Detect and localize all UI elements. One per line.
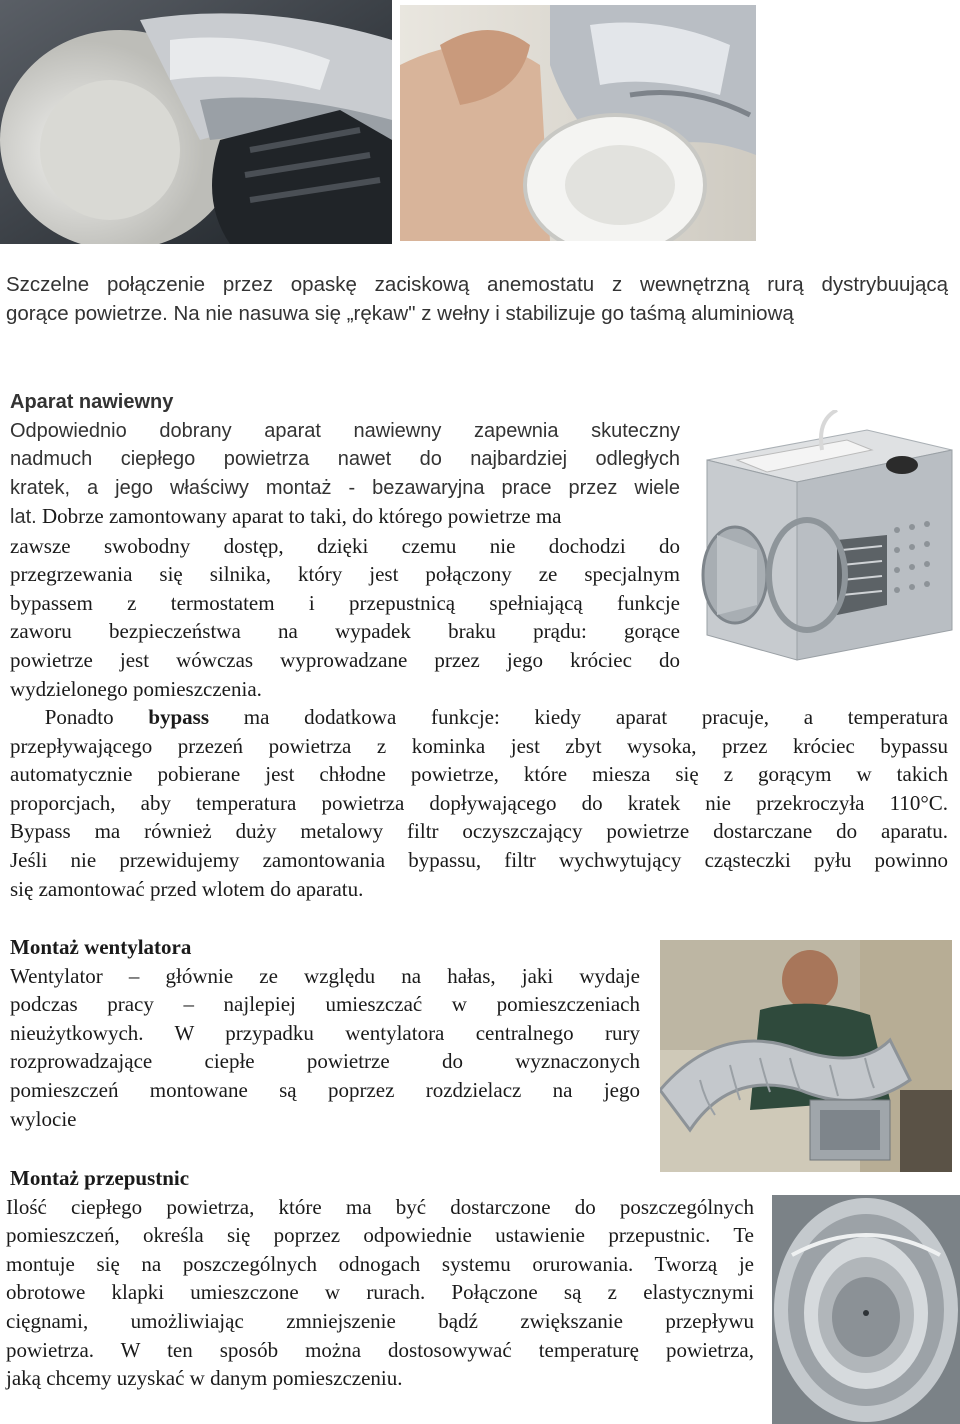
wentylator-line-4: rozprowadzające ciepłe powietrze do wyznaczonych — [10, 1049, 640, 1074]
aparat-line-5: zawsze swobodny dostęp, dzięki czemu nie dochodzi do — [10, 533, 680, 558]
bypass-line-2: przepływającego przezeń powietrza z kominka jest zbyt wysoka, przez króciec bypassu — [10, 733, 948, 758]
aparat-line-1: Odpowiednio dobrany aparat nawiewny zapewnia skuteczny — [10, 419, 680, 442]
aparat-line-6: przegrzewania się silnika, który jest połączony ze specjalnym — [10, 562, 680, 587]
bypass-line-3: automatycznie pobierane jest chłodne powietrze, które miesza się z gorącym w takich — [10, 762, 948, 787]
aparat-line-9: powietrze jest wówczas wyprowadzane przez jego króciec do — [10, 647, 680, 672]
heading-montaz-przepustnic: Montaż przepustnic — [10, 1166, 190, 1190]
wentylator-line-2: podczas pracy – najlepiej umieszczać w pomieszczeniach — [10, 992, 640, 1017]
photo-supply-unit — [697, 410, 959, 674]
photo-anemostat-clamp — [0, 0, 392, 244]
bypass-line-1-rest: ma dodatkowa funkcje: kiedy aparat pracuje, a temperatura — [243, 705, 949, 729]
bypass-line-7: się zamontować przed wlotem do aparatu. — [10, 876, 364, 901]
aparat-line-10: wydzielonego pomieszczenia. — [10, 676, 262, 701]
bypass-line-4: proporcjach, aby temperatura powietrza dopływającego do kratek nie przekroczyła 110°C. — [10, 790, 948, 815]
intro-line-2: gorące powietrze. Na nie nasuwa się „rękaw" z wełny i stabilizuje go taśmą aluminiową — [6, 301, 794, 325]
bypass-line-6: Jeśli nie przewidujemy zamontowania bypassu, filtr wychwytujący cząsteczki pyłu powinno — [10, 847, 948, 872]
wentylator-line-3: nieużytkowych. W przypadku wentylatora centralnego rury — [10, 1020, 640, 1045]
heading-aparat-nawiewny: Aparat nawiewny — [10, 391, 174, 413]
bypass-line-5: Bypass ma również duży metalowy filtr oczyszczający powietrze dostarczane do aparatu. — [10, 819, 948, 844]
photo-fan-installation — [660, 940, 952, 1172]
przepustnic-line-2: pomieszczeń, określa się poprzez odpowiednie ustawienie przepustnic. Te — [6, 1223, 754, 1248]
przepustnic-line-4: obrotowe klapki umieszczone w rurach. Połączone są z elastycznymi — [6, 1280, 754, 1305]
przepustnic-line-3: montuje się na poszczególnych odnogach systemu orurowania. Tworzą je — [6, 1251, 754, 1276]
wentylator-line-6: wylocie — [10, 1106, 77, 1131]
photo-duct-damper — [772, 1195, 960, 1424]
wentylator-line-1: Wentylator – głównie ze względu na hałas, jaki wydaje — [10, 963, 640, 988]
intro-line-1: Szczelne połączenie przez opaskę zaciskową anemostatu z wewnętrzną rurą dystrybuującą — [6, 273, 948, 296]
bypass-bold: bypass — [148, 705, 210, 729]
aparat-line-3: kratek, a jego właściwy montaż - bezawaryjna prace przez wiele — [10, 476, 680, 499]
bypass-lead: Ponadto — [44, 705, 114, 729]
przepustnic-line-5: cięgnami, umożliwiając zmniejszenie bądź zwiększanie przepływu — [6, 1308, 754, 1333]
przepustnic-line-7: jaką chcemy uzyskać w danym pomieszczeniu. — [6, 1366, 403, 1391]
photo-sleeve-installation — [400, 5, 756, 241]
bypass-line-1 — [10, 703, 948, 732]
heading-montaz-wentylatora: Montaż wentylatora — [10, 935, 192, 959]
aparat-line-7: bypassem z termostatem i przepustnicą spełniającą funkcje — [10, 590, 680, 615]
aparat-line-4b: Dobrze zamontowany aparat to taki, do którego powietrze ma — [41, 504, 562, 528]
przepustnic-line-1: Ilość ciepłego powietrza, które ma być dostarczone do poszczególnych — [6, 1194, 754, 1219]
aparat-line-8: zaworu bezpieczeństwa na wypadek braku prądu: gorące — [10, 619, 680, 644]
aparat-line-4a: lat. — [10, 506, 37, 528]
wentylator-line-5: pomieszczeń montowane są poprzez rozdzielacz na jego — [10, 1077, 640, 1102]
aparat-line-2: nadmuch ciepłego powietrza nawet do najbardziej odległych — [10, 448, 680, 471]
przepustnic-line-6: powietrza. W ten sposób można dostosowywać temperaturę powietrza, — [6, 1337, 754, 1362]
